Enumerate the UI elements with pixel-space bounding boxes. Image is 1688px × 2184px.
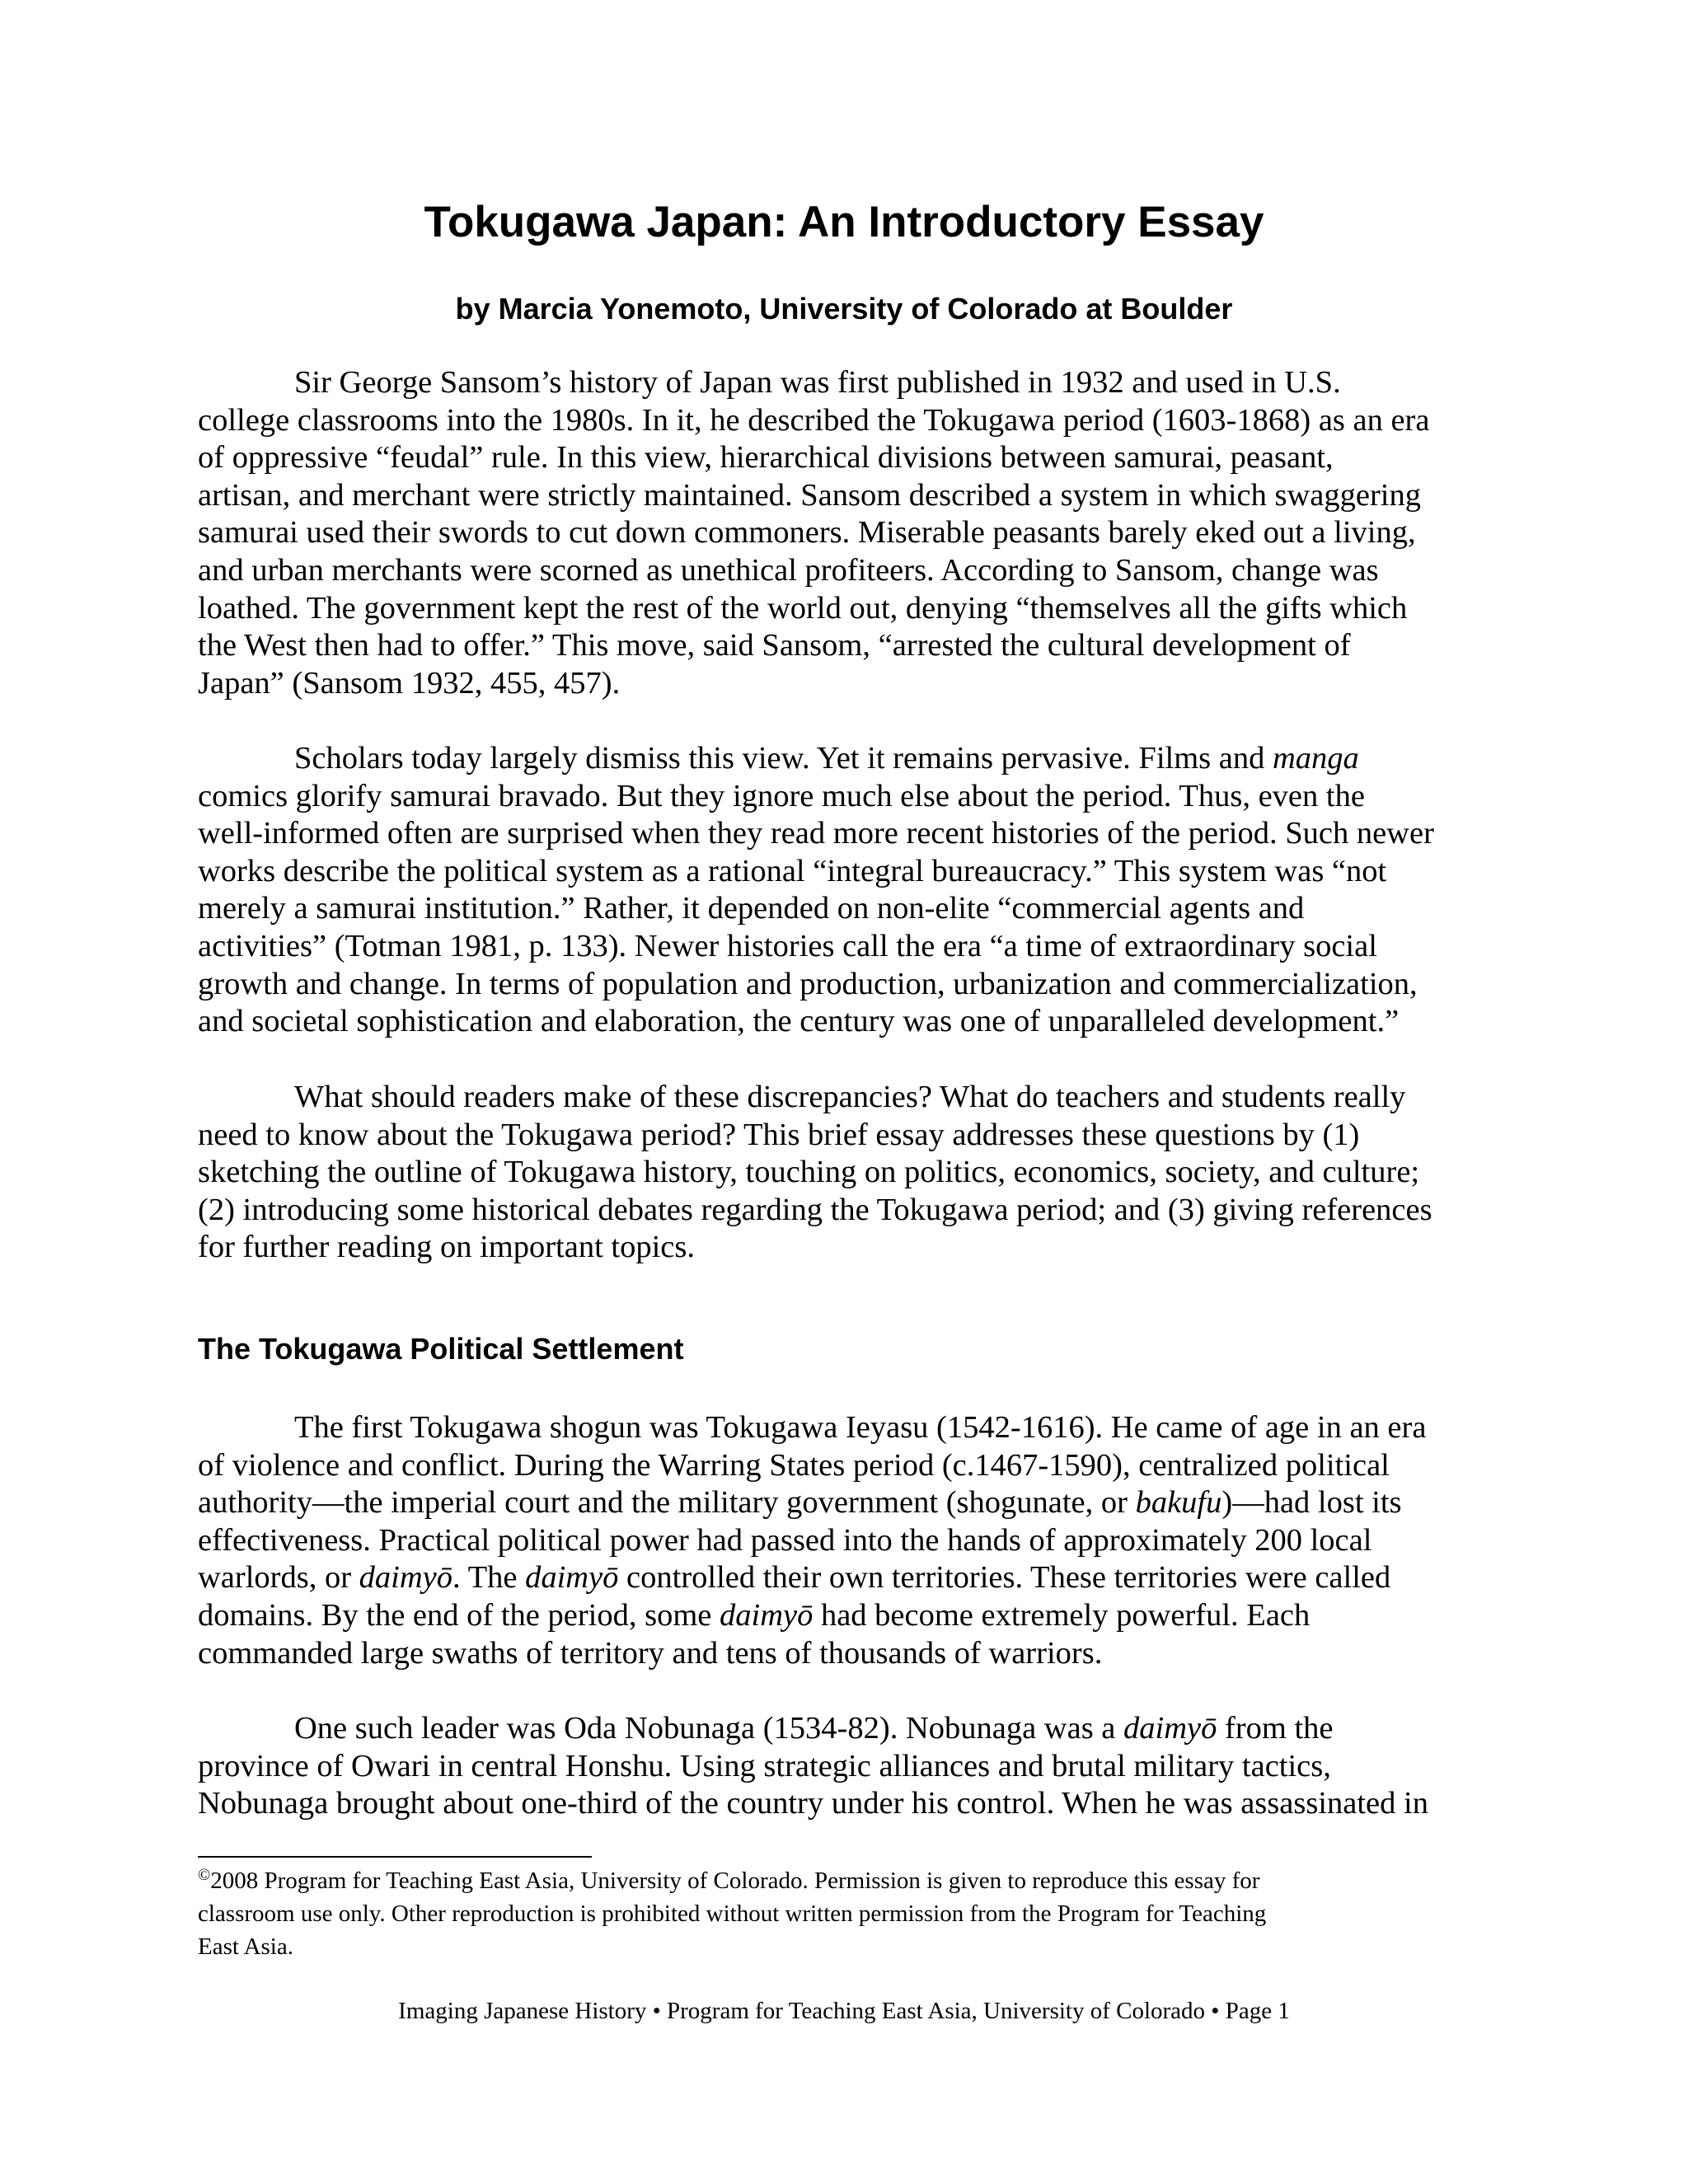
copyright-footnote xyxy=(198,1864,1492,1963)
paragraph-line: commanded large swaths of territory and tens of thousands of warriors. xyxy=(198,1635,1103,1671)
paragraph-line: and urban merchants were scorned as unethical profiteers. According to Sansom, change was xyxy=(198,552,1379,588)
paragraph-line: province of Owari in central Honshu. Using strategic alliances and brutal military tactics, xyxy=(198,1748,1331,1783)
author-byline: by Marcia Yonemoto, University of Colorado at Boulder xyxy=(455,292,1233,326)
paragraph-line: authority—the imperial court and the military government (shogunate, or bakufu)—had lost its xyxy=(198,1485,1402,1521)
paragraph-line: Sir George Sansom’s history of Japan was first published in 1932 and used in U.S. xyxy=(294,365,1341,400)
section-heading: The Tokugawa Political Settlement xyxy=(198,1332,684,1366)
paragraph-line: samurai used their swords to cut down commoners. Miserable peasants barely eked out a living, xyxy=(198,515,1416,551)
paragraph-line: Nobunaga brought about one-third of the country under his control. When he was assassinated in xyxy=(198,1786,1428,1821)
paragraph-line: need to know about the Tokugawa period? This brief essay addresses these questions by (1) xyxy=(198,1117,1360,1152)
paragraph-line: and societal sophistication and elaboration, the century was one of unparalleled development.” xyxy=(198,1004,1400,1039)
paragraph-line: works describe the political system as a rational “integral bureaucracy.” This system was “not xyxy=(198,853,1387,888)
paragraph-line: growth and change. In terms of population and production, urbanization and commercialization, xyxy=(198,966,1418,1001)
paragraph-line: the West then had to offer.” This move, said Sansom, “arrested the cultural development of xyxy=(198,628,1351,663)
paragraph-line: effectiveness. Practical political power had passed into the hands of approximately 200 local xyxy=(198,1522,1372,1558)
paragraph-line: Japan” (Sansom 1932, 455, 457). xyxy=(198,665,621,701)
paragraph-line: college classrooms into the 1980s. In it, he described the Tokugawa period (1603-1868) as an era xyxy=(198,402,1430,438)
paragraph-line: artisan, and merchant were strictly maintained. Sansom described a system in which swaggering xyxy=(198,477,1421,513)
paragraph-line: merely a samurai institution.” Rather, it depended on non-elite “commercial agents and xyxy=(198,891,1305,926)
paragraph-line: warlords, or daimyō. The daimyō controlled their own territories. These territories were called xyxy=(198,1560,1391,1596)
paragraph-line: activities” (Totman 1981, p. 133). Newer histories call the era “a time of extraordinary social xyxy=(198,928,1377,963)
paragraph-line: for further reading on important topics. xyxy=(198,1230,695,1265)
footnote-divider xyxy=(198,1856,592,1858)
footnote-line: ©2008 Program for Teaching East Asia, University of Colorado. Permission is given to reproduce this essay for xyxy=(198,1866,1260,1894)
paragraph-line: Scholars today largely dismiss this view. Yet it remains pervasive. Films and manga xyxy=(294,741,1359,776)
paragraph-line: comics glorify samurai bravado. But they ignore much else about the period. Thus, even the xyxy=(198,778,1365,813)
paragraph-2 xyxy=(198,740,1492,1041)
section-paragraph-1 xyxy=(198,1409,1492,1672)
paragraph-1 xyxy=(198,364,1492,702)
page-title: Tokugawa Japan: An Introductory Essay xyxy=(424,198,1264,246)
section-paragraph-2 xyxy=(198,1710,1492,1823)
paragraph-line: domains. By the end of the period, some daimyō had become extremely powerful. Each xyxy=(198,1597,1311,1633)
paragraph-line: One such leader was Oda Nobunaga (1534-82). Nobunaga was a daimyō from the xyxy=(294,1711,1334,1746)
paragraph-line: sketching the outline of Tokugawa history, touching on politics, economics, society, and culture; xyxy=(198,1155,1420,1190)
paragraph-line: loathed. The government kept the rest of the world out, denying “themselves all the gifts which xyxy=(198,590,1408,626)
paragraph-line: What should readers make of these discrepancies? What do teachers and students really xyxy=(294,1080,1406,1114)
page-footer: Imaging Japanese History • Program for Teaching East Asia, University of Colorado • Page 1 xyxy=(398,1998,1290,2024)
paragraph-line: of oppressive “feudal” rule. In this view, hierarchical divisions between samurai, peasant, xyxy=(198,440,1334,476)
paragraph-line: The first Tokugawa shogun was Tokugawa Ieyasu (1542-1616). He came of age in an era xyxy=(294,1410,1427,1445)
paragraph-line: of violence and conflict. During the Warring States period (c.1467-1590), centralized political xyxy=(198,1447,1390,1483)
footnote-line: classroom use only. Other reproduction is prohibited without written permission from the Program for Teaching xyxy=(198,1900,1267,1927)
paragraph-3 xyxy=(198,1079,1492,1267)
paragraph-line: well-informed often are surprised when they read more recent histories of the period. Such newer xyxy=(198,816,1434,851)
footnote-line: East Asia. xyxy=(198,1933,293,1960)
paragraph-line: (2) introducing some historical debates regarding the Tokugawa period; and (3) giving references xyxy=(198,1192,1432,1227)
copyright-mark: © xyxy=(198,1866,211,1884)
